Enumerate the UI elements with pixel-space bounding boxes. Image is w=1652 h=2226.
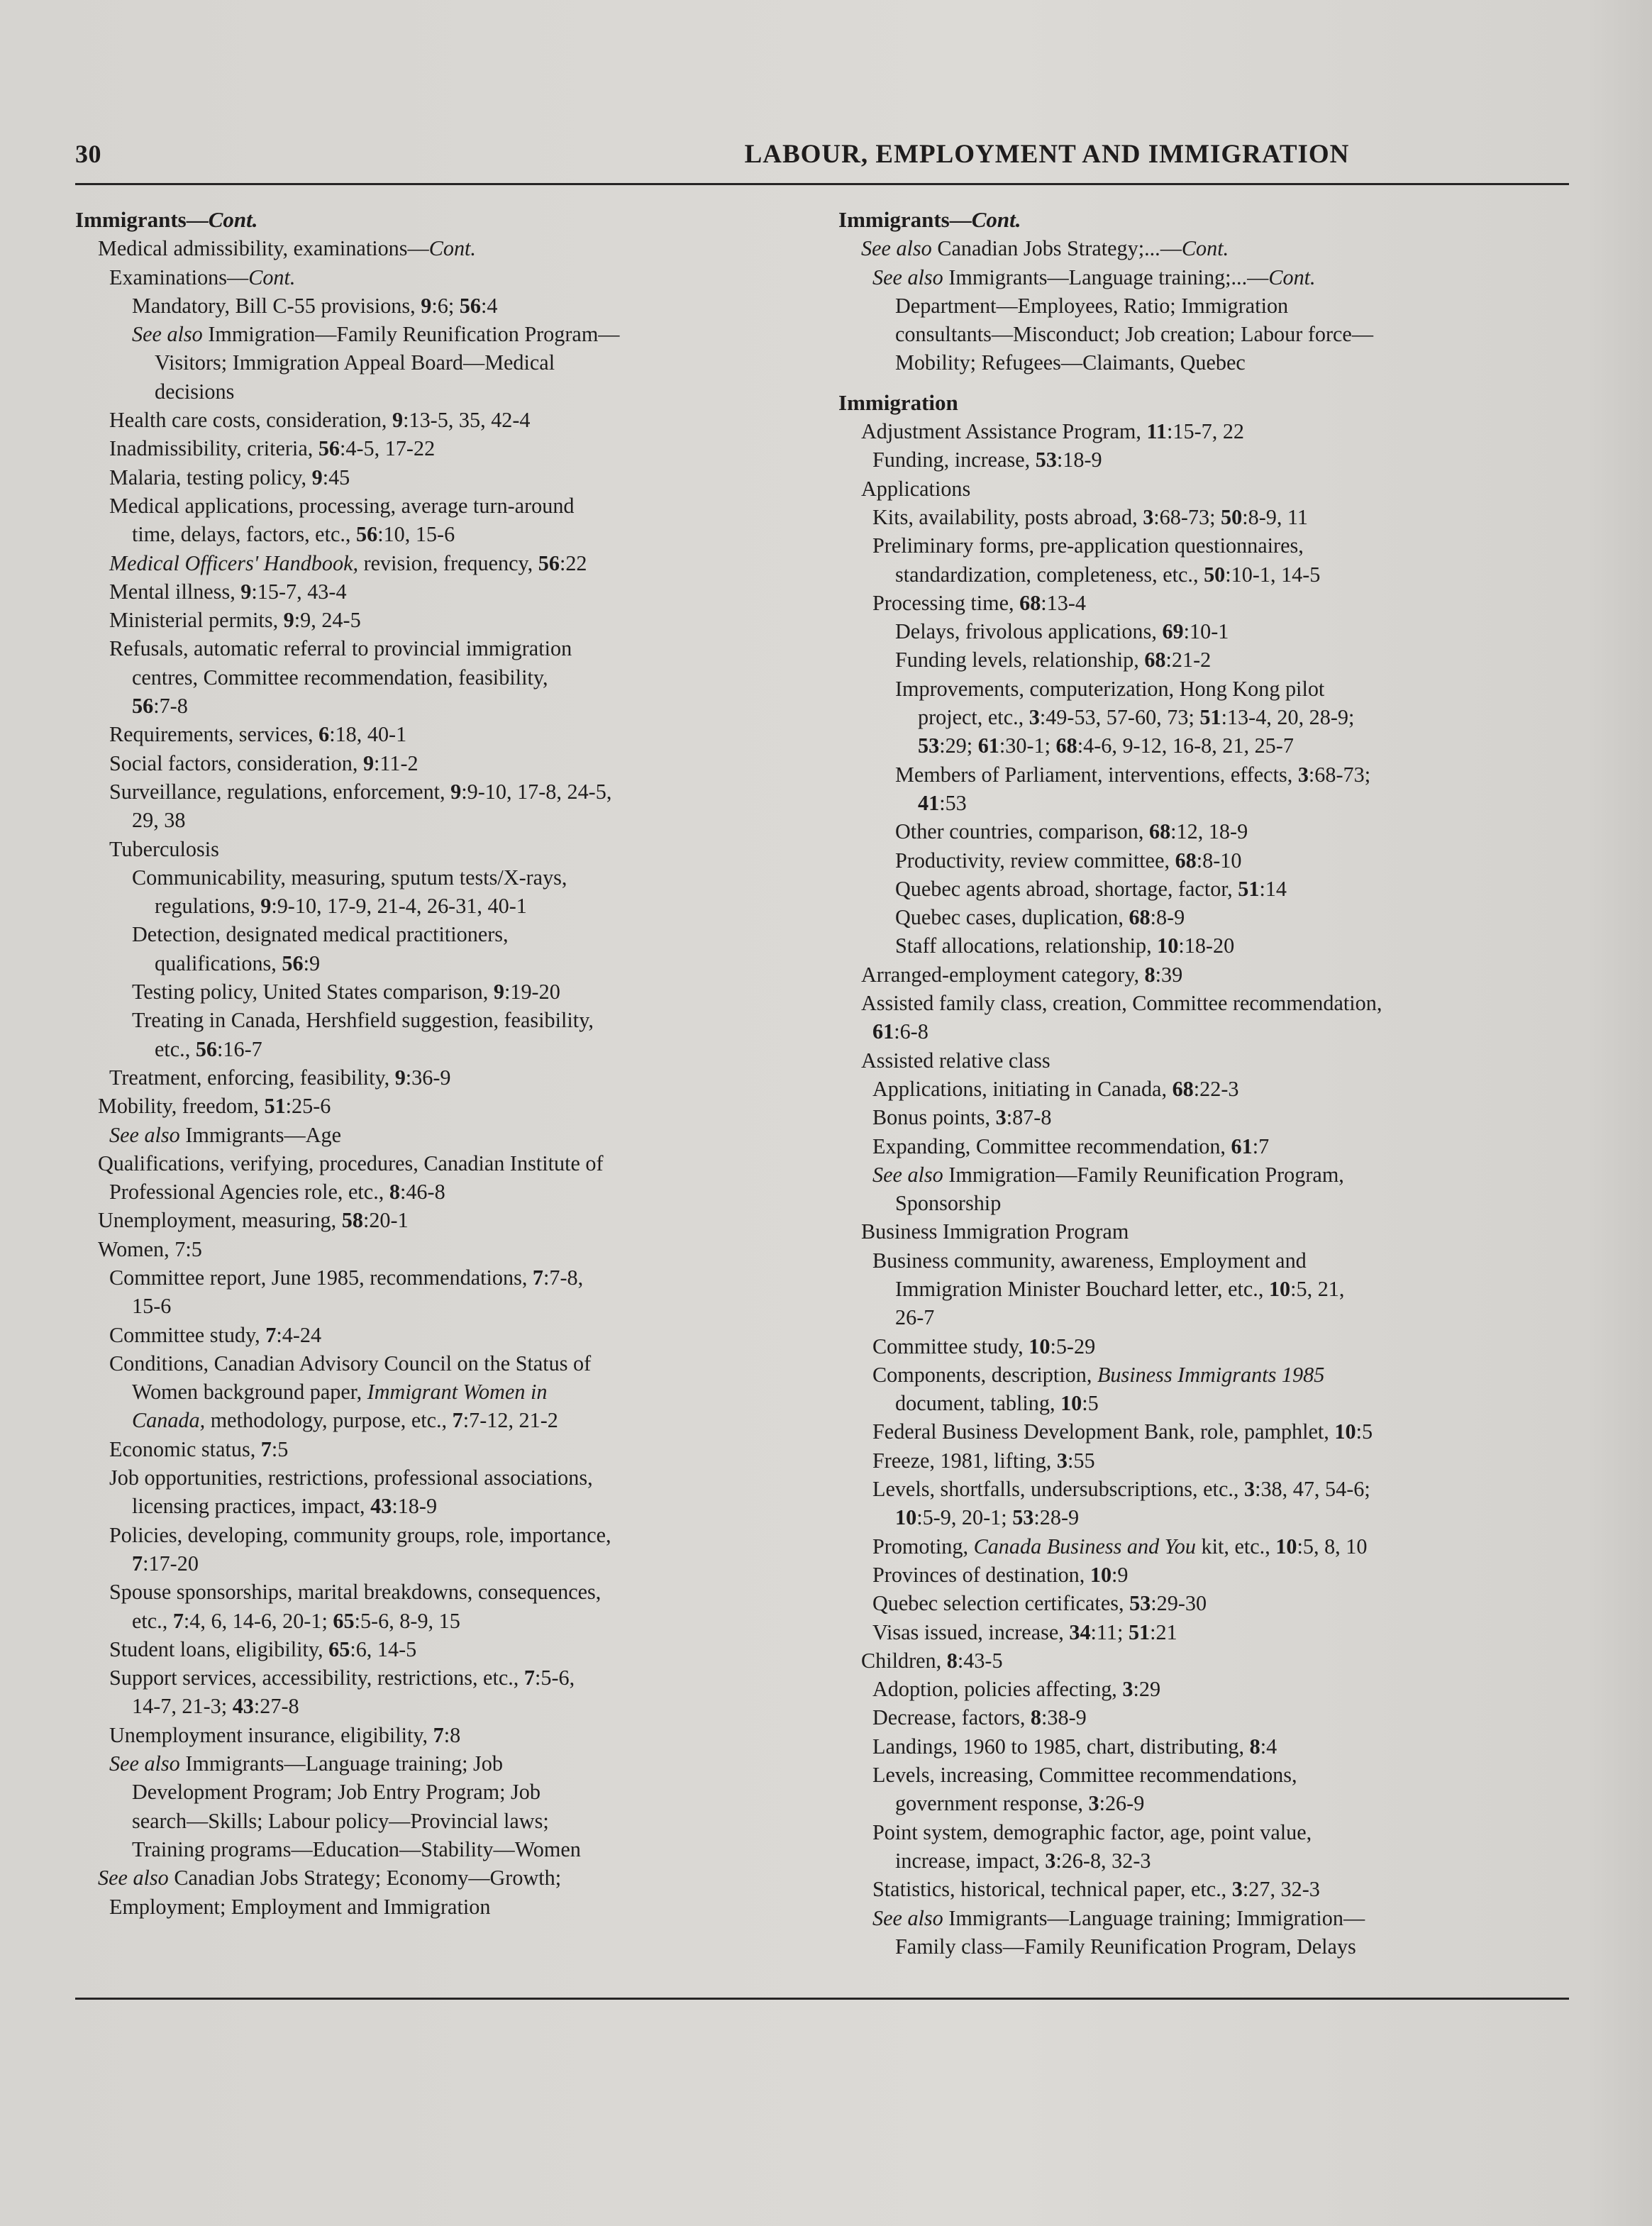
index-entry (838, 1503, 1562, 1532)
entry-text: Quebec cases, duplication, 68:8-9 (895, 905, 1185, 930)
index-entry (838, 789, 1562, 817)
entry-text: 41:53 (918, 790, 967, 815)
entry-text: 26-7 (895, 1305, 935, 1330)
entry-text: Processing time, 68:13-4 (872, 590, 1087, 615)
entry-text: Communicability, measuring, sputum tests/X-rays, (132, 865, 567, 890)
entry-text: Medical admissibility, examinations—Cont. (98, 236, 476, 261)
entry-text: Committee study, 10:5-29 (872, 1334, 1096, 1358)
index-entry (838, 320, 1562, 348)
index-entry (75, 1635, 806, 1663)
entry-text: centres, Committee recommendation, feasibility, (132, 665, 548, 690)
entry-text: decisions (155, 379, 235, 404)
entry-text: document, tabling, 10:5 (895, 1391, 1099, 1416)
index-entry (838, 760, 1562, 789)
entry-text: Canada, methodology, purpose, etc., 7:7-12, 21-2 (132, 1408, 558, 1433)
index-entry (75, 1578, 806, 1606)
header-rule (75, 183, 1569, 185)
entry-text: increase, impact, 3:26-8, 32-3 (895, 1848, 1151, 1873)
index-entry (838, 1017, 1562, 1046)
page-header (75, 139, 1569, 176)
index-entry (75, 1463, 806, 1492)
page-number: 30 (75, 140, 101, 168)
index-entry (838, 1132, 1562, 1161)
entry-text: Mobility, freedom, 51:25-6 (98, 1094, 331, 1119)
index-entry (75, 377, 806, 406)
entry-text: Treating in Canada, Hershfield suggestion, feasibility, (132, 1008, 594, 1033)
index-entry (838, 1589, 1562, 1617)
entry-text: Surveillance, regulations, enforcement, 9:9-10, 17-8, 24-5, (109, 779, 612, 804)
entry-text: Productivity, review committee, 68:8-10 (895, 848, 1242, 873)
index-entry (838, 1217, 1562, 1246)
index-entry (838, 1675, 1562, 1703)
entry-text: Medical Officers' Handbook, revision, frequency, 56:22 (109, 550, 587, 575)
entry-text: See also Immigrants—Age (109, 1122, 341, 1147)
index-entry (838, 417, 1562, 445)
entry-text: Statistics, historical, technical paper, etc., 3:27, 32-3 (872, 1877, 1320, 1902)
entry-text: Business Immigration Program (861, 1219, 1129, 1244)
entry-text: qualifications, 56:9 (155, 951, 321, 975)
entry-text: Members of Parliament, interventions, effects, 3:68-73; (895, 762, 1371, 787)
index-heading (75, 206, 806, 234)
entry-text: Freeze, 1981, lifting, 3:55 (872, 1448, 1095, 1473)
index-entry (75, 1549, 806, 1578)
entry-text: Family class—Family Reunification Program, Delays (895, 1934, 1356, 1959)
entry-text: Medical applications, processing, average turn-around (109, 493, 575, 518)
index-entry (838, 1932, 1562, 1961)
entry-text: Children, 8:43-5 (861, 1648, 1003, 1673)
entry-text: government response, 3:26-9 (895, 1791, 1145, 1816)
entry-text: Health care costs, consideration, 9:13-5, 35, 42-4 (109, 408, 531, 433)
index-entry (75, 1864, 806, 1892)
entry-text: Committee report, June 1985, recommendations, 7:7-8, (109, 1265, 584, 1290)
index-entry (75, 406, 806, 434)
index-entry (838, 1046, 1562, 1075)
index-entry (75, 1235, 806, 1263)
entry-text: Assisted relative class (861, 1048, 1050, 1073)
entry-text: Assisted family class, creation, Committee recommendation, (861, 991, 1382, 1016)
entry-text: Visitors; Immigration Appeal Board—Medical (155, 350, 555, 375)
index-entry (838, 348, 1562, 377)
index-entry (75, 1178, 806, 1206)
entry-text: Adjustment Assistance Program, 11:15-7, 22 (861, 419, 1245, 444)
entry-text: Job opportunities, restrictions, professional associations, (109, 1466, 593, 1490)
entry-text: Bonus points, 3:87-8 (872, 1105, 1052, 1130)
index-entry (75, 777, 806, 806)
index-entry (838, 503, 1562, 531)
index-entry (838, 989, 1562, 1017)
entry-text: Inadmissibility, criteria, 56:4-5, 17-22 (109, 436, 436, 461)
entry-text: Federal Business Development Bank, role, pamphlet, 10:5 (872, 1419, 1373, 1444)
index-entry (75, 634, 806, 663)
entry-text: licensing practices, impact, 43:18-9 (132, 1494, 438, 1519)
index-entry (75, 1206, 806, 1234)
entry-text: 15-6 (132, 1294, 172, 1319)
entry-text: Point system, demographic factor, age, point value, (872, 1820, 1312, 1844)
index-entry (838, 1875, 1562, 1903)
entry-text: Sponsorship (895, 1191, 1002, 1216)
entry-text: Staff allocations, relationship, 10:18-20 (895, 934, 1235, 958)
entry-text: project, etc., 3:49-53, 57-60, 73; 51:13-4, 20, 28-9; (918, 705, 1355, 730)
index-column-left (75, 206, 806, 1921)
entry-text: Mobility; Refugees—Claimants, Quebec (895, 350, 1246, 375)
index-entry (75, 1349, 806, 1378)
index-entry (75, 1663, 806, 1692)
entry-text: Immigrants—Cont. (75, 207, 258, 232)
index-entry (75, 720, 806, 748)
entry-text: See also Immigrants—Language training; Job (109, 1751, 503, 1776)
index-entry (75, 434, 806, 463)
entry-text: consultants—Misconduct; Job creation; Labour force— (895, 322, 1374, 347)
index-entry (75, 1492, 806, 1520)
entry-text: Arranged-employment category, 8:39 (861, 962, 1183, 987)
entry-text: Levels, shortfalls, undersubscriptions, etc., 3:38, 47, 54-6; (872, 1477, 1370, 1502)
index-entry (838, 263, 1562, 292)
index-entry (75, 1063, 806, 1092)
index-entry (75, 1092, 806, 1120)
entry-text: Promoting, Canada Business and You kit, etc., 10:5, 8, 10 (872, 1534, 1368, 1558)
index-entry (838, 1818, 1562, 1846)
index-entry (838, 1532, 1562, 1561)
entry-text: 56:7-8 (132, 694, 188, 719)
entry-text: 53:29; 61:30-1; 68:4-6, 9-12, 16-8, 21, 25-7 (918, 733, 1294, 758)
index-entry (75, 1149, 806, 1178)
index-entry (838, 1417, 1562, 1446)
index-entry (838, 1075, 1562, 1103)
entry-text: Detection, designated medical practitioners, (132, 922, 509, 947)
footer-rule (75, 1998, 1569, 2000)
entry-text: Women background paper, Immigrant Women in (132, 1380, 548, 1405)
entry-text: Expanding, Committee recommendation, 61:7 (872, 1134, 1270, 1158)
entry-text: Funding levels, relationship, 68:21-2 (895, 648, 1212, 672)
entry-text: Unemployment insurance, eligibility, 7:8 (109, 1722, 461, 1747)
index-entry (838, 1303, 1562, 1331)
index-entry (838, 589, 1562, 617)
index-entry (838, 1703, 1562, 1732)
entry-text: 14-7, 21-3; 43:27-8 (132, 1694, 299, 1719)
entry-text: Immigrants—Cont. (838, 207, 1021, 232)
index-entry (75, 263, 806, 292)
entry-text: Policies, developing, community groups, role, importance, (109, 1522, 611, 1547)
index-entry (838, 234, 1562, 262)
index-entry (75, 1378, 806, 1406)
entry-text: See also Immigrants—Language training;...—Cont. (872, 265, 1316, 289)
index-entry (75, 492, 806, 520)
index-entry (838, 675, 1562, 703)
index-entry (75, 949, 806, 978)
entry-text: Mandatory, Bill C-55 provisions, 9:6; 56:4 (132, 293, 498, 318)
entry-text: Women, 7:5 (98, 1236, 202, 1261)
entry-text: Conditions, Canadian Advisory Council on the Status of (109, 1351, 592, 1375)
entry-text: Funding, increase, 53:18-9 (872, 448, 1102, 472)
index-entry (838, 1103, 1562, 1131)
entry-text: 7:17-20 (132, 1551, 199, 1576)
index-entry (838, 1475, 1562, 1503)
entry-text: Employment; Employment and Immigration (109, 1894, 491, 1919)
index-entry (838, 703, 1562, 731)
entry-text: Unemployment, measuring, 58:20-1 (98, 1208, 409, 1233)
index-entry (838, 875, 1562, 903)
entry-gap (838, 377, 1562, 389)
entry-text: Components, description, Business Immigrants 1985 (872, 1362, 1325, 1387)
entry-text: Visas issued, increase, 34:11; 51:21 (872, 1619, 1177, 1644)
entry-text: Tuberculosis (109, 836, 219, 861)
index-entry (838, 1189, 1562, 1217)
index-entry (75, 1521, 806, 1549)
index-entry (838, 1761, 1562, 1789)
entry-text: search—Skills; Labour policy—Provincial laws; (132, 1808, 549, 1833)
index-entry (75, 1807, 806, 1835)
entry-text: 10:5-9, 20-1; 53:28-9 (895, 1505, 1080, 1530)
entry-text: Professional Agencies role, etc., 8:46-8 (109, 1180, 445, 1205)
index-entry (75, 1692, 806, 1720)
index-entry (75, 1721, 806, 1749)
index-entry (838, 445, 1562, 474)
entry-text: Development Program; Job Entry Program; Job (132, 1780, 540, 1805)
entry-text: regulations, 9:9-10, 17-9, 21-4, 26-31, 40-1 (155, 894, 527, 919)
entry-text: 61:6-8 (872, 1019, 928, 1044)
entry-text: Applications, initiating in Canada, 68:22-3 (872, 1076, 1239, 1101)
entry-text: etc., 7:4, 6, 14-6, 20-1; 65:5-6, 8-9, 15 (132, 1608, 460, 1633)
entry-text: Landings, 1960 to 1985, chart, distributing, 8:4 (872, 1734, 1277, 1759)
index-entry (838, 531, 1562, 560)
index-entry (75, 978, 806, 1006)
index-entry (75, 320, 806, 348)
entry-text: Requirements, services, 6:18, 40-1 (109, 722, 407, 747)
index-entry (838, 1389, 1562, 1417)
index-entry (838, 475, 1562, 503)
entry-text: Quebec selection certificates, 53:29-30 (872, 1591, 1207, 1616)
index-entry (75, 863, 806, 892)
index-entry (838, 1446, 1562, 1475)
index-entry (838, 1904, 1562, 1932)
index-entry (838, 1246, 1562, 1275)
entry-text: Kits, availability, posts abroad, 3:68-73; 50:8-9, 11 (872, 504, 1309, 529)
index-entry (75, 520, 806, 548)
entry-text: Preliminary forms, pre-application questionnaires, (872, 533, 1304, 558)
entry-text: Treatment, enforcing, feasibility, 9:36-9 (109, 1065, 451, 1090)
index-entry (838, 931, 1562, 960)
entry-text: Training programs—Education—Stability—Women (132, 1837, 581, 1861)
index-entry (75, 463, 806, 492)
entry-text: Improvements, computerization, Hong Kong pilot (895, 676, 1325, 701)
entry-text: Immigration Minister Bouchard letter, etc., 10:5, 21, (895, 1276, 1345, 1301)
index-entry (75, 920, 806, 948)
entry-text: etc., 56:16-7 (155, 1036, 262, 1061)
entry-text: Applications (861, 476, 971, 501)
entry-text: Levels, increasing, Committee recommendations, (872, 1763, 1297, 1788)
index-entry (838, 1561, 1562, 1589)
index-entry (75, 692, 806, 720)
index-entry (838, 1618, 1562, 1646)
index-column-right (838, 206, 1562, 1961)
index-entry (75, 1263, 806, 1292)
index-entry (75, 1121, 806, 1149)
index-entry (75, 663, 806, 692)
entry-text: Department—Employees, Ratio; Immigration (895, 293, 1289, 318)
index-heading (838, 206, 1562, 234)
entry-text: Committee study, 7:4-24 (109, 1322, 322, 1347)
index-entry (838, 560, 1562, 589)
entry-text: Support services, accessibility, restrictions, etc., 7:5-6, (109, 1666, 575, 1690)
index-entry (75, 1893, 806, 1921)
running-head: LABOUR, EMPLOYMENT AND IMMIGRATION (744, 140, 1350, 169)
index-entry (75, 1406, 806, 1434)
index-entry (75, 1006, 806, 1034)
index-entry (75, 577, 806, 606)
entry-text: Student loans, eligibility, 65:6, 14-5 (109, 1637, 417, 1661)
entry-text: 29, 38 (132, 808, 186, 833)
entry-text: Other countries, comparison, 68:12, 18-9 (895, 819, 1248, 844)
entry-text: Spouse sponsorships, marital breakdowns, consequences, (109, 1580, 602, 1605)
entry-text: See also Canadian Jobs Strategy; Economy—Growth; (98, 1866, 562, 1890)
index-entry (75, 1778, 806, 1806)
index-entry (838, 960, 1562, 989)
index-entry (838, 1846, 1562, 1875)
entry-text: Social factors, consideration, 9:11-2 (109, 751, 418, 775)
entry-text: See also Immigrants—Language training; Immigration— (872, 1905, 1365, 1930)
index-entry (75, 749, 806, 777)
entry-text: standardization, completeness, etc., 50:10-1, 14-5 (895, 562, 1321, 587)
index-entry (838, 292, 1562, 320)
index-heading (838, 389, 1562, 417)
index-entry (838, 1732, 1562, 1761)
entry-text: Mental illness, 9:15-7, 43-4 (109, 579, 347, 604)
index-entry (75, 348, 806, 377)
index-entry (75, 892, 806, 920)
index-entry (75, 549, 806, 577)
entry-text: Economic status, 7:5 (109, 1436, 289, 1461)
index-entry (838, 817, 1562, 846)
index-entry (838, 1332, 1562, 1361)
index-entry (75, 1321, 806, 1349)
entry-text: See also Immigration—Family Reunification Program— (132, 322, 620, 347)
index-entry (838, 617, 1562, 646)
entry-text: Refusals, automatic referral to provincial immigration (109, 636, 572, 661)
entry-text: Immigration (838, 389, 958, 415)
entry-text: Adoption, policies affecting, 3:29 (872, 1677, 1161, 1702)
entry-text: Ministerial permits, 9:9, 24-5 (109, 608, 361, 633)
index-entry (75, 1607, 806, 1635)
index-entry (838, 731, 1562, 760)
entry-text: Testing policy, United States comparison, 9:19-20 (132, 980, 560, 1004)
index-entry (75, 292, 806, 320)
index-entry (838, 846, 1562, 875)
entry-text: See also Immigration—Family Reunification Program, (872, 1162, 1344, 1187)
entry-text: Delays, frivolous applications, 69:10-1 (895, 619, 1229, 644)
index-entry (75, 1035, 806, 1063)
entry-text: time, delays, factors, etc., 56:10, 15-6 (132, 522, 455, 547)
index-entry (838, 903, 1562, 931)
index-entry (838, 1161, 1562, 1189)
entry-text: Provinces of destination, 10:9 (872, 1562, 1129, 1587)
index-entry (75, 234, 806, 262)
entry-text: Malaria, testing policy, 9:45 (109, 465, 350, 489)
index-entry (838, 1646, 1562, 1675)
entry-text: Business community, awareness, Employment and (872, 1248, 1307, 1273)
entry-text: Quebec agents abroad, shortage, factor, 51:14 (895, 876, 1287, 901)
index-entry (838, 1275, 1562, 1303)
entry-text: Decrease, factors, 8:38-9 (872, 1705, 1087, 1730)
index-entry (75, 835, 806, 863)
index-entry (75, 1292, 806, 1320)
entry-text: Examinations—Cont. (109, 265, 296, 289)
index-entry (75, 1749, 806, 1778)
entry-text: Qualifications, verifying, procedures, Canadian Institute of (98, 1151, 604, 1175)
index-entry (838, 646, 1562, 674)
index-entry (75, 1435, 806, 1463)
index-entry (75, 606, 806, 634)
index-entry (838, 1361, 1562, 1389)
index-entry (838, 1789, 1562, 1817)
index-entry (75, 806, 806, 834)
index-entry (75, 1835, 806, 1864)
entry-text: See also Canadian Jobs Strategy;...—Cont. (861, 236, 1229, 261)
